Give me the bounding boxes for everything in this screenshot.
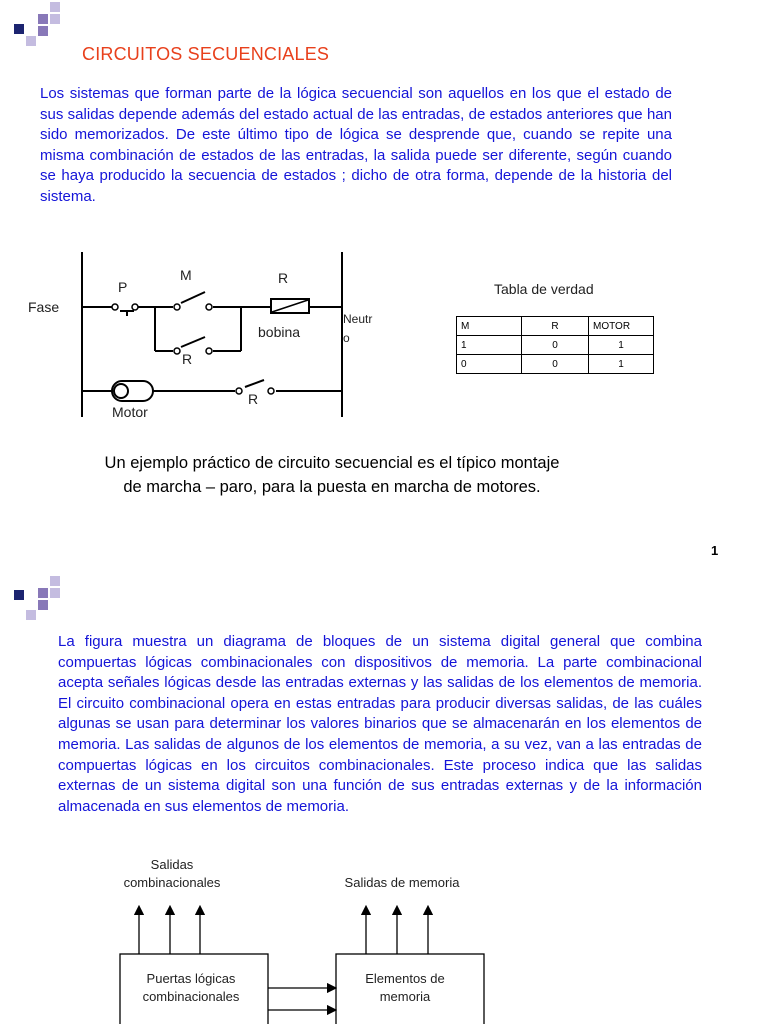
neutro-label-1: Neutr bbox=[343, 312, 373, 326]
r-motor-label: R bbox=[248, 391, 259, 407]
salidas-memoria-label: Salidas de memoria bbox=[344, 875, 460, 890]
r-coil-label: R bbox=[278, 270, 289, 286]
header-motor: MOTOR bbox=[589, 317, 654, 336]
table-cell: 1 bbox=[589, 355, 654, 374]
header-r: R bbox=[522, 317, 589, 336]
bobina-label: bobina bbox=[258, 324, 301, 340]
mem-block-label-1: Elementos de bbox=[365, 971, 445, 986]
fase-label: Fase bbox=[28, 299, 60, 315]
table-row bbox=[457, 355, 654, 374]
table-cell: 0 bbox=[522, 355, 589, 374]
table-cell: 0 bbox=[522, 336, 589, 355]
salidas-comb-label-2: combinacionales bbox=[123, 875, 221, 890]
truth-table-header-row bbox=[457, 317, 654, 336]
page-number: 1 bbox=[711, 543, 719, 558]
comb-block-label-2: combinacionales bbox=[142, 989, 240, 1004]
m-label: M bbox=[180, 267, 192, 283]
comb-block-label-1: Puertas lógicas bbox=[146, 971, 236, 986]
circuit-caption bbox=[62, 451, 602, 499]
sequential-block-diagram bbox=[0, 850, 560, 1024]
salidas-comb-label-1: Salidas bbox=[150, 857, 194, 872]
slide-title: CIRCUITOS SECUENCIALES bbox=[82, 44, 330, 64]
r-branch-label: R bbox=[182, 351, 193, 367]
p-label: P bbox=[118, 279, 128, 295]
neutro-label-2: o bbox=[343, 331, 350, 345]
mem-block-label-2: memoria bbox=[379, 989, 431, 1004]
intro-paragraph: Los sistemas que forman parte de la lógica secuencial son aquellos en los que el estado de sus salidas depende además del estado actual de las entradas, de estados anteriores que han sido memorizados. De este último tipo de lógica se desprende que, cuando se repite una misma combinación de estados de las entradas, la salida puede ser diferente, según cuando se haya producido la secuencia de estados ; dicho de otra forma, depende de la historia del sistema. bbox=[40, 85, 672, 205]
start-stop-circuit-diagram bbox=[0, 230, 440, 430]
table-cell: 0 bbox=[457, 355, 522, 374]
truth-table bbox=[456, 316, 654, 374]
block-diagram-paragraph: La figura muestra un diagrama de bloques de un sistema digital general que combina compuertas lógicas combinacionales con dispositivos de memoria. La parte combinacional acepta señales lógicas desde las entradas externas y las salidas de los elementos de memoria. El circuito combinacional opera en estas entradas para producir diversas salidas, de las cuáles algunas se usan para determinar los valores binarios que se almacenarán en los elementos de memoria. Las salidas de algunos de los elementos de memoria, a su vez, van a las entradas de compuertas lógicas en los circuitos combinacionales. Este proceso indica que las salidas externas de un sistema digital son una función de sus entradas externas y de la información almacenada en sus elementos de memoria. bbox=[58, 633, 702, 815]
truth-table-title: Tabla de verdad bbox=[494, 281, 594, 297]
header-m: M bbox=[457, 317, 522, 336]
table-cell: 1 bbox=[589, 336, 654, 355]
table-row bbox=[457, 336, 654, 355]
table-cell: 1 bbox=[457, 336, 522, 355]
caption-line-1: Un ejemplo práctico de circuito secuencial es el típico montaje bbox=[104, 454, 560, 472]
motor-label: Motor bbox=[112, 404, 148, 420]
caption-line-2: de marcha – paro, para la puesta en marcha de motores. bbox=[123, 478, 541, 496]
